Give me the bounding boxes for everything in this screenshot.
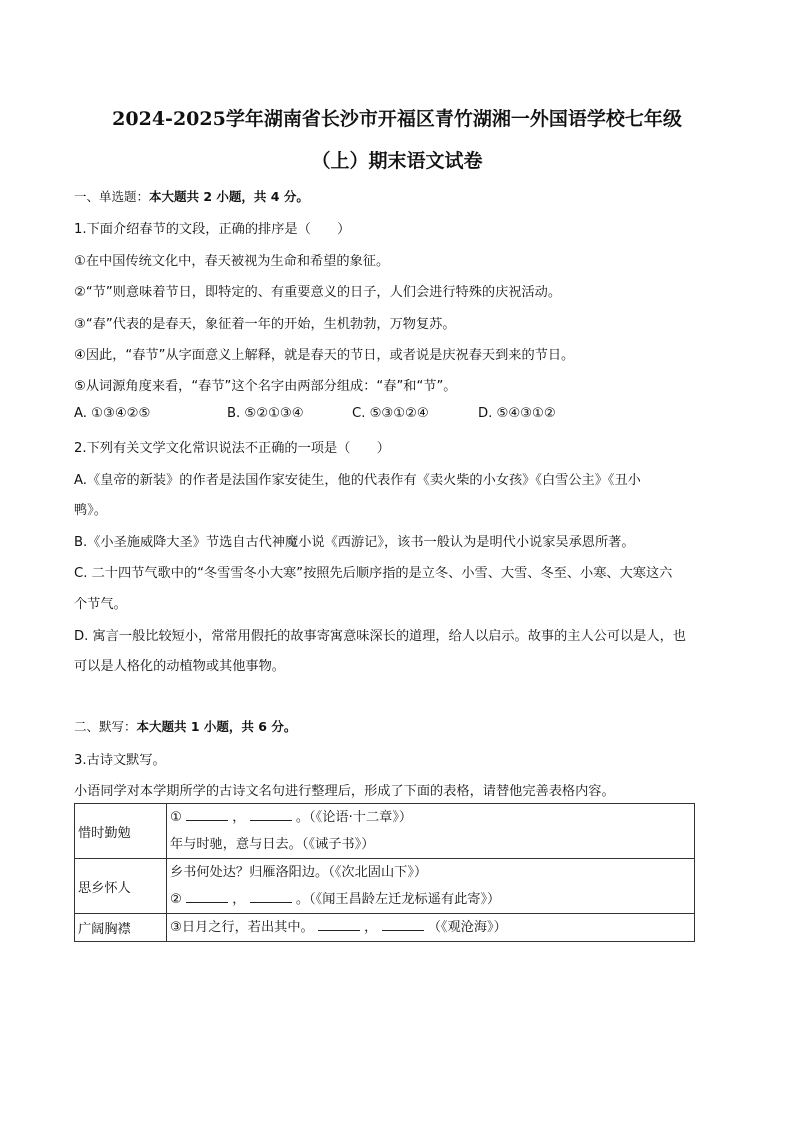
q1-option-d[interactable]: D. ⑤④③①②	[478, 406, 556, 421]
answer-blank[interactable]	[186, 809, 228, 821]
q1-sentence-3: ③“春”代表的是春天，象征着一年的开始，生机勃勃，万物复苏。	[74, 317, 456, 332]
answer-blank[interactable]	[318, 919, 360, 931]
line-suffix: 。（《论语·十二章》）	[295, 810, 413, 825]
section2-label: 二、默写：	[74, 719, 137, 734]
q3-stem: 3.古诗文默写。	[74, 753, 166, 768]
content-line	[170, 886, 694, 913]
section1-desc: 本大题共 2 小题，共 4 分。	[149, 189, 309, 204]
q2-option-a-line1[interactable]: A.《皇帝的新装》的作者是法国作家安徒生，他的代表作有《卖火柴的小女孩》《白雪公主》《丑小	[74, 473, 641, 488]
content-cell	[167, 914, 695, 942]
q1-sentence-5: ⑤从词源角度来看，“春节”这个名字由两部分组成：“春”和“节”。	[74, 379, 457, 394]
table-row	[75, 804, 695, 859]
q1-option-b[interactable]: B. ⑤②①③④	[227, 406, 304, 421]
q2-stem: 2.下列有关文学文化常识说法不正确的一项是（ ）	[74, 441, 390, 456]
q2-option-d-line1[interactable]: D. 寓言一般比较短小，常常用假托的故事寄寓意味深长的道理，给人以启示。故事的主人公可以是人，也	[74, 629, 686, 644]
section2-heading	[74, 717, 296, 735]
line-suffix: 。（《闻王昌龄左迁龙标遥有此寄》）	[295, 892, 501, 907]
q1-sentence-4: ④因此，“春节”从字面意义上解释，就是春天的节日，或者说是庆祝春天到来的节日。	[74, 348, 575, 363]
content-line: 年与时驰，意与日去。（《诫子书》）	[170, 837, 375, 852]
answer-blank[interactable]	[186, 891, 228, 903]
q2-option-c-line1[interactable]: C. 二十四节气歌中的“冬雪雪冬小大寒”按照先后顺序指的是立冬、小雪、大雪、冬至、小寒、大寒这六	[74, 566, 673, 581]
q3-intro: 小语同学对本学期所学的古诗文名句进行整理后，形成了下面的表格，请替他完善表格内容。	[74, 784, 615, 799]
line-prefix: ②	[170, 892, 182, 907]
content-line: 乡书何处达？归雁洛阳边。（《次北固山下》）	[170, 865, 428, 880]
q1-sentence-1: ①在中国传统文化中，春天被视为生命和希望的象征。	[74, 254, 390, 269]
table-row	[75, 859, 695, 914]
q1-sentence-2: ②“节”则意味着节日，即特定的、有重要意义的日子，人们会进行特殊的庆祝活动。	[74, 285, 562, 300]
answer-blank[interactable]	[382, 919, 424, 931]
q2-option-b[interactable]: B.《小圣施威降大圣》节选自古代神魔小说《西游记》，该书一般认为是明代小说家吴承恩所著。	[74, 535, 635, 550]
section2-desc: 本大题共 1 小题，共 6 分。	[136, 719, 297, 734]
category-cell: 惜时勤勉	[75, 804, 167, 859]
section1-heading	[74, 187, 309, 205]
line-separator: ，	[364, 920, 378, 935]
line-separator: ，	[232, 892, 246, 907]
line-prefix: ①	[170, 810, 182, 825]
category-cell: 思乡怀人	[75, 859, 167, 914]
content-cell	[167, 859, 695, 914]
q1-option-c[interactable]: C. ⑤③①②④	[352, 406, 429, 421]
line-suffix: （《观沧海》）	[427, 920, 507, 935]
content-line	[170, 804, 694, 831]
q2-option-c-line2[interactable]: 个节气。	[74, 597, 127, 612]
line-separator: ，	[232, 810, 246, 825]
section1-label: 一、单选题：	[74, 189, 150, 204]
q1-option-a[interactable]: A. ①③④②⑤	[74, 406, 151, 421]
content-cell	[167, 804, 695, 859]
category-cell: 广阔胸襟	[75, 914, 167, 942]
poem-table	[74, 803, 695, 942]
answer-blank[interactable]	[250, 891, 292, 903]
q2-option-a-line2[interactable]: 鸭》。	[74, 503, 107, 518]
answer-blank[interactable]	[250, 809, 292, 821]
q2-option-d-line2[interactable]: 可以是人格化的动植物或其他事物。	[74, 659, 285, 674]
exam-title-line1: 2024-2025学年湖南省长沙市开福区青竹湖湘一外国语学校七年级	[112, 108, 682, 130]
content-line	[170, 914, 694, 941]
table-row	[75, 914, 695, 942]
exam-title-line2: （上）期末语文试卷	[311, 150, 483, 172]
q1-stem: 1.下面介绍春节的文段，正确的排序是（ ）	[74, 222, 351, 237]
line-prefix: ③日月之行，若出其中。	[170, 920, 314, 935]
